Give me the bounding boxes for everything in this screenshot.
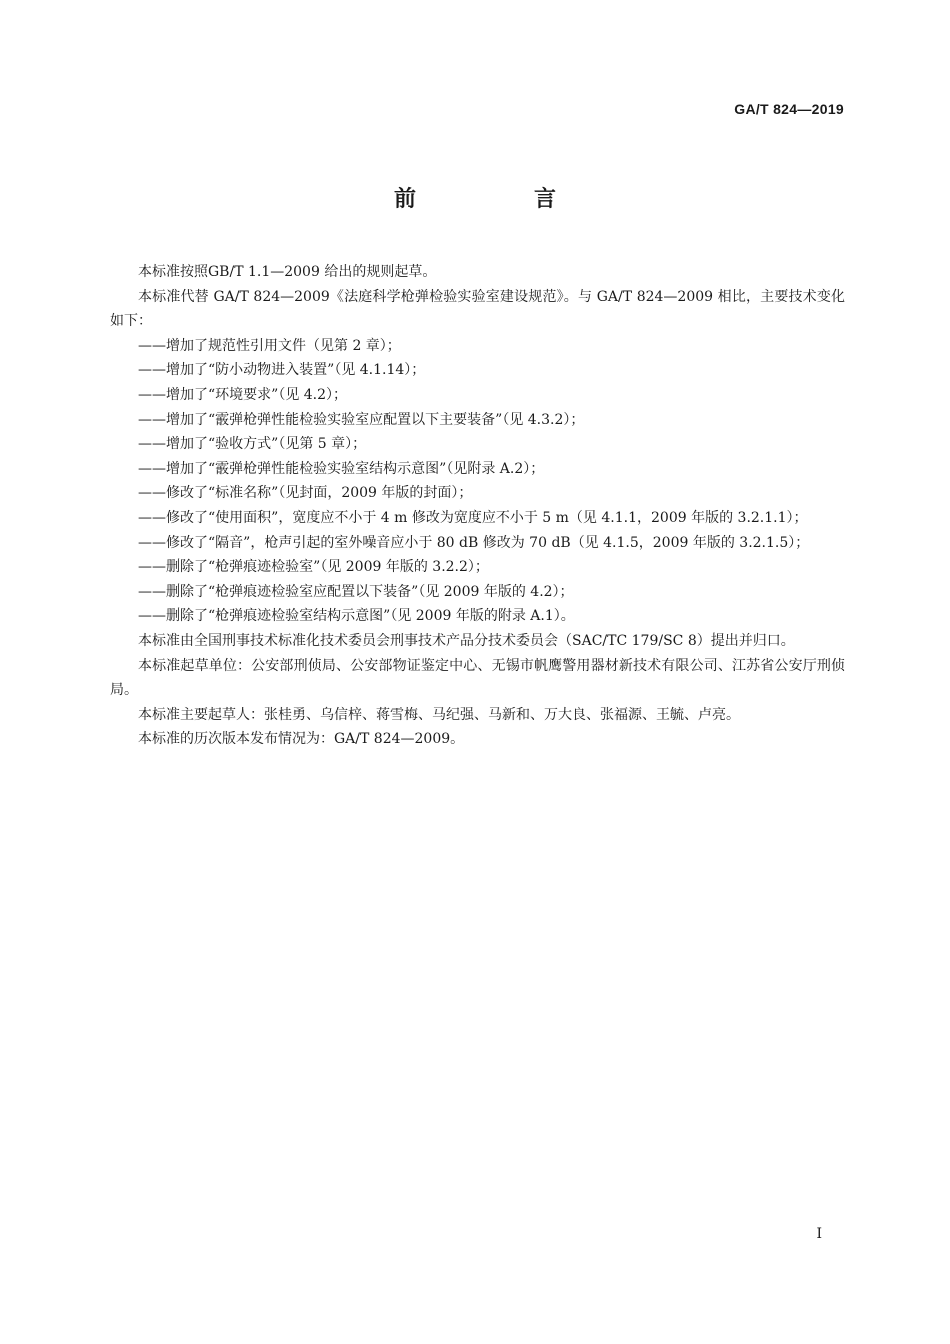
change-item: ——修改了“隔音”，枪声引起的室外噪音应小于 80 dB 修改为 70 dB（见 4.1.5，2009 年版的 3.2.1.5）； — [138, 534, 810, 551]
drafting-units-paragraph: 本标准起草单位：公安部刑侦局、公安部物证鉴定中心、无锡市帆鹰警用器材新技术有限公司、江苏省公安厅刑侦局。 — [110, 657, 845, 699]
document-body — [110, 260, 845, 752]
change-item: ——删除了“枪弹痕迹检验室应配置以下装备”（见 2009 年版的 4.2）； — [138, 583, 574, 600]
change-item: ——删除了“枪弹痕迹检验室”（见 2009 年版的 3.2.2）； — [138, 559, 489, 576]
drafters-paragraph: 本标准主要起草人：张桂勇、乌信梓、蒋雪梅、马纪强、马新和、万大良、张福源、王毓、卢亮。 — [138, 706, 740, 723]
change-item: ——增加了“环境要求”（见 4.2）； — [138, 386, 348, 403]
change-item: ——修改了“标准名称”（见封面，2009 年版的封面）； — [138, 485, 473, 502]
change-item: ——删除了“枪弹痕迹检验室结构示意图”（见 2009 年版的附录 A.1）。 — [138, 608, 575, 625]
change-item: ——修改了“使用面积”，宽度应不小于 4 m 修改为宽度应不小于 5 m（见 4.1.1，2009 年版的 3.2.1.1）； — [138, 509, 808, 526]
drafting-rule-paragraph: 本标准按照GB/T 1.1—2009 给出的规则起草。 — [138, 264, 437, 280]
change-item: ——增加了“霰弹枪弹性能检验实验室结构示意图”（见附录 A.2）； — [138, 460, 545, 477]
page-title: 前 言 — [393, 187, 604, 212]
changes-list — [110, 334, 845, 629]
replacement-paragraph: 本标准代替 GA/T 824—2009《法庭科学枪弹检验实验室建设规范》。与 GA/T 824—2009 相比，主要技术变化如下： — [110, 288, 845, 330]
change-item: ——增加了规范性引用文件（见第 2 章）； — [138, 337, 401, 354]
standard-code: GA/T 824—2019 — [734, 101, 844, 117]
change-item: ——增加了“防小动物进入装置”（见 4.1.14）； — [138, 362, 426, 379]
page-number: I — [816, 1226, 822, 1242]
version-history-paragraph: 本标准的历次版本发布情况为：GA/T 824—2009。 — [138, 731, 465, 748]
proposer-paragraph: 本标准由全国刑事技术标准化技术委员会刑事技术产品分技术委员会（SAC/TC 179/SC 8）提出并归口。 — [138, 632, 795, 649]
change-item: ——增加了“验收方式”（见第 5 章）； — [138, 436, 367, 453]
change-item: ——增加了“霰弹枪弹性能检验实验室应配置以下主要装备”（见 4.3.2）； — [138, 411, 585, 428]
